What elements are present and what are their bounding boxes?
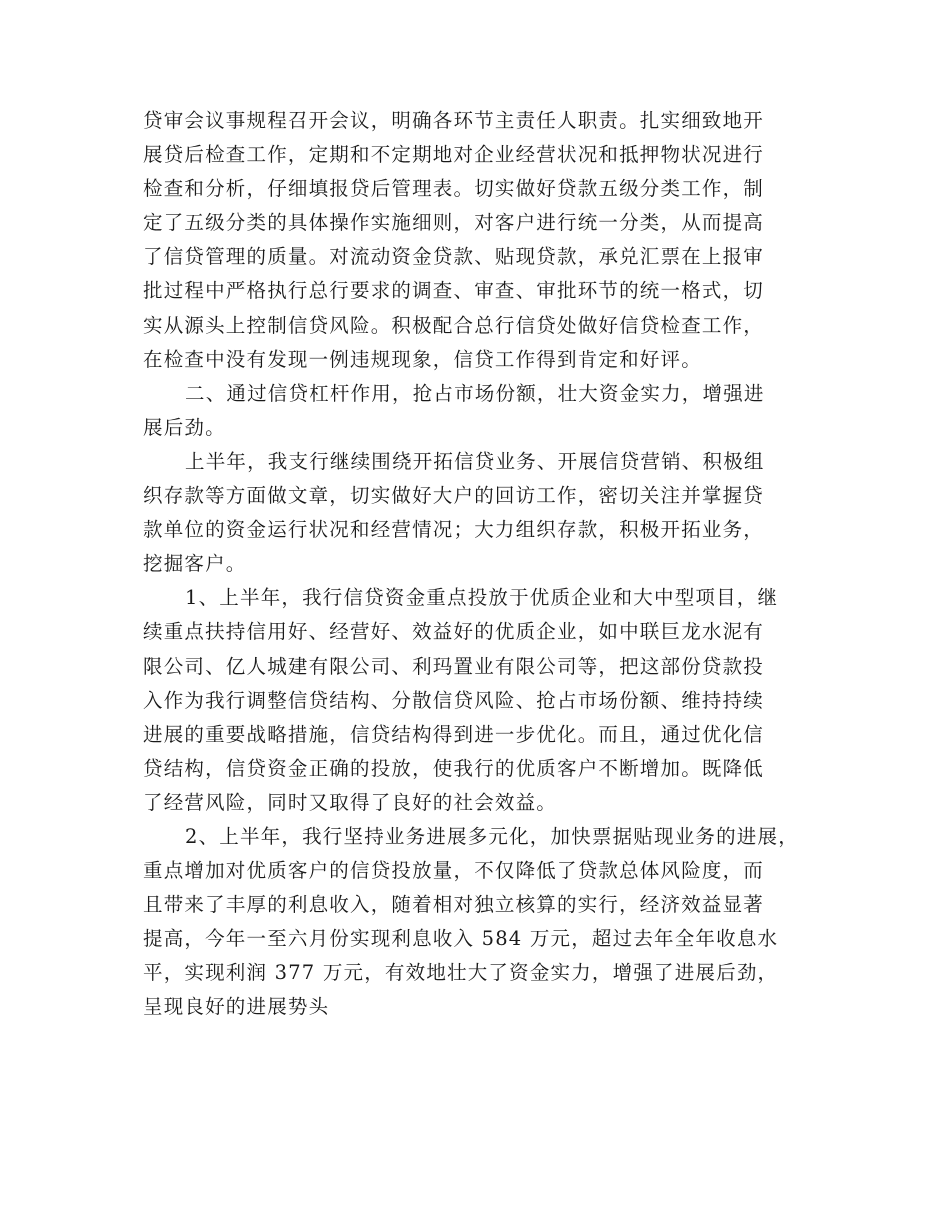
text-line: 批过程中严格执行总行要求的调查、审查、审批环节的统一格式，切: [143, 279, 765, 303]
text-line: 限公司、亿人城建有限公司、利玛置业有限公司等，把这部份贷款投: [143, 654, 765, 678]
text-line: 续重点扶持信用好、经营好、效益好的优质企业，如中联巨龙水泥有: [143, 620, 765, 644]
text-line: 入作为我行调整信贷结构、分散信贷风险、抢占市场份额、维持持续: [143, 688, 765, 712]
text-line: 呈现良好的进展势头: [143, 995, 330, 1019]
text-line: 1、上半年，我行信贷资金重点投放于优质企业和大中型项目，继: [185, 586, 779, 610]
document-body: [143, 104, 843, 1025]
text-line: 了信贷管理的质量。对流动资金贷款、贴现贷款，承兑汇票在上报审: [143, 245, 765, 269]
text-line: 2、上半年，我行坚持业务进展多元化，加快票据贴现业务的进展，: [185, 824, 799, 848]
text-line: 定了五级分类的具体操作实施细则，对客户进行统一分类，从而提高: [143, 211, 765, 235]
text-line: 展贷后检查工作，定期和不定期地对企业经营状况和抵押物状况进行: [143, 143, 765, 167]
text-line: 二、通过信贷杠杆作用，抢占市场份额，壮大资金实力，增强进: [185, 381, 765, 405]
text-line: 实从源头上控制信贷风险。积极配合总行信贷处做好信贷检查工作，: [143, 313, 765, 337]
text-line: 在检查中没有发现一例违规现象，信贷工作得到肯定和好评。: [143, 347, 702, 371]
text-line: 重点增加对优质客户的信贷投放量，不仅降低了贷款总体风险度，而: [143, 859, 765, 883]
text-line: 平，实现利润 377 万元，有效地壮大了资金实力，增强了进展后劲，: [143, 961, 779, 985]
text-line: 贷结构，信贷资金正确的投放，使我行的优质客户不断增加。既降低: [143, 756, 765, 780]
text-line: 且带来了丰厚的利息收入，随着相对独立核算的实行，经济效益显著: [143, 893, 765, 917]
text-line: 织存款等方面做文章，切实做好大户的回访工作，密切关注并掌握贷: [143, 484, 765, 508]
text-line: 款单位的资金运行状况和经营情况；大力组织存款，积极开拓业务，: [143, 518, 765, 542]
text-line: 检查和分析，仔细填报贷后管理表。切实做好贷款五级分类工作，制: [143, 177, 765, 201]
text-line: 了经营风险，同时又取得了良好的社会效益。: [143, 790, 558, 814]
text-line: 进展的重要战略措施，信贷结构得到进一步优化。而且，通过优化信: [143, 722, 765, 746]
text-line: 上半年，我支行继续围绕开拓信贷业务、开展信贷营销、积极组: [185, 449, 765, 473]
text-line: 挖掘客户。: [143, 552, 247, 576]
text-line: 展后劲。: [143, 415, 226, 439]
text-line: 贷审会议事规程召开会议，明确各环节主责任人职责。扎实细致地开: [143, 109, 765, 132]
text-line: 提高，今年一至六月份实现利息收入 584 万元，超过去年全年收息水: [143, 927, 779, 951]
